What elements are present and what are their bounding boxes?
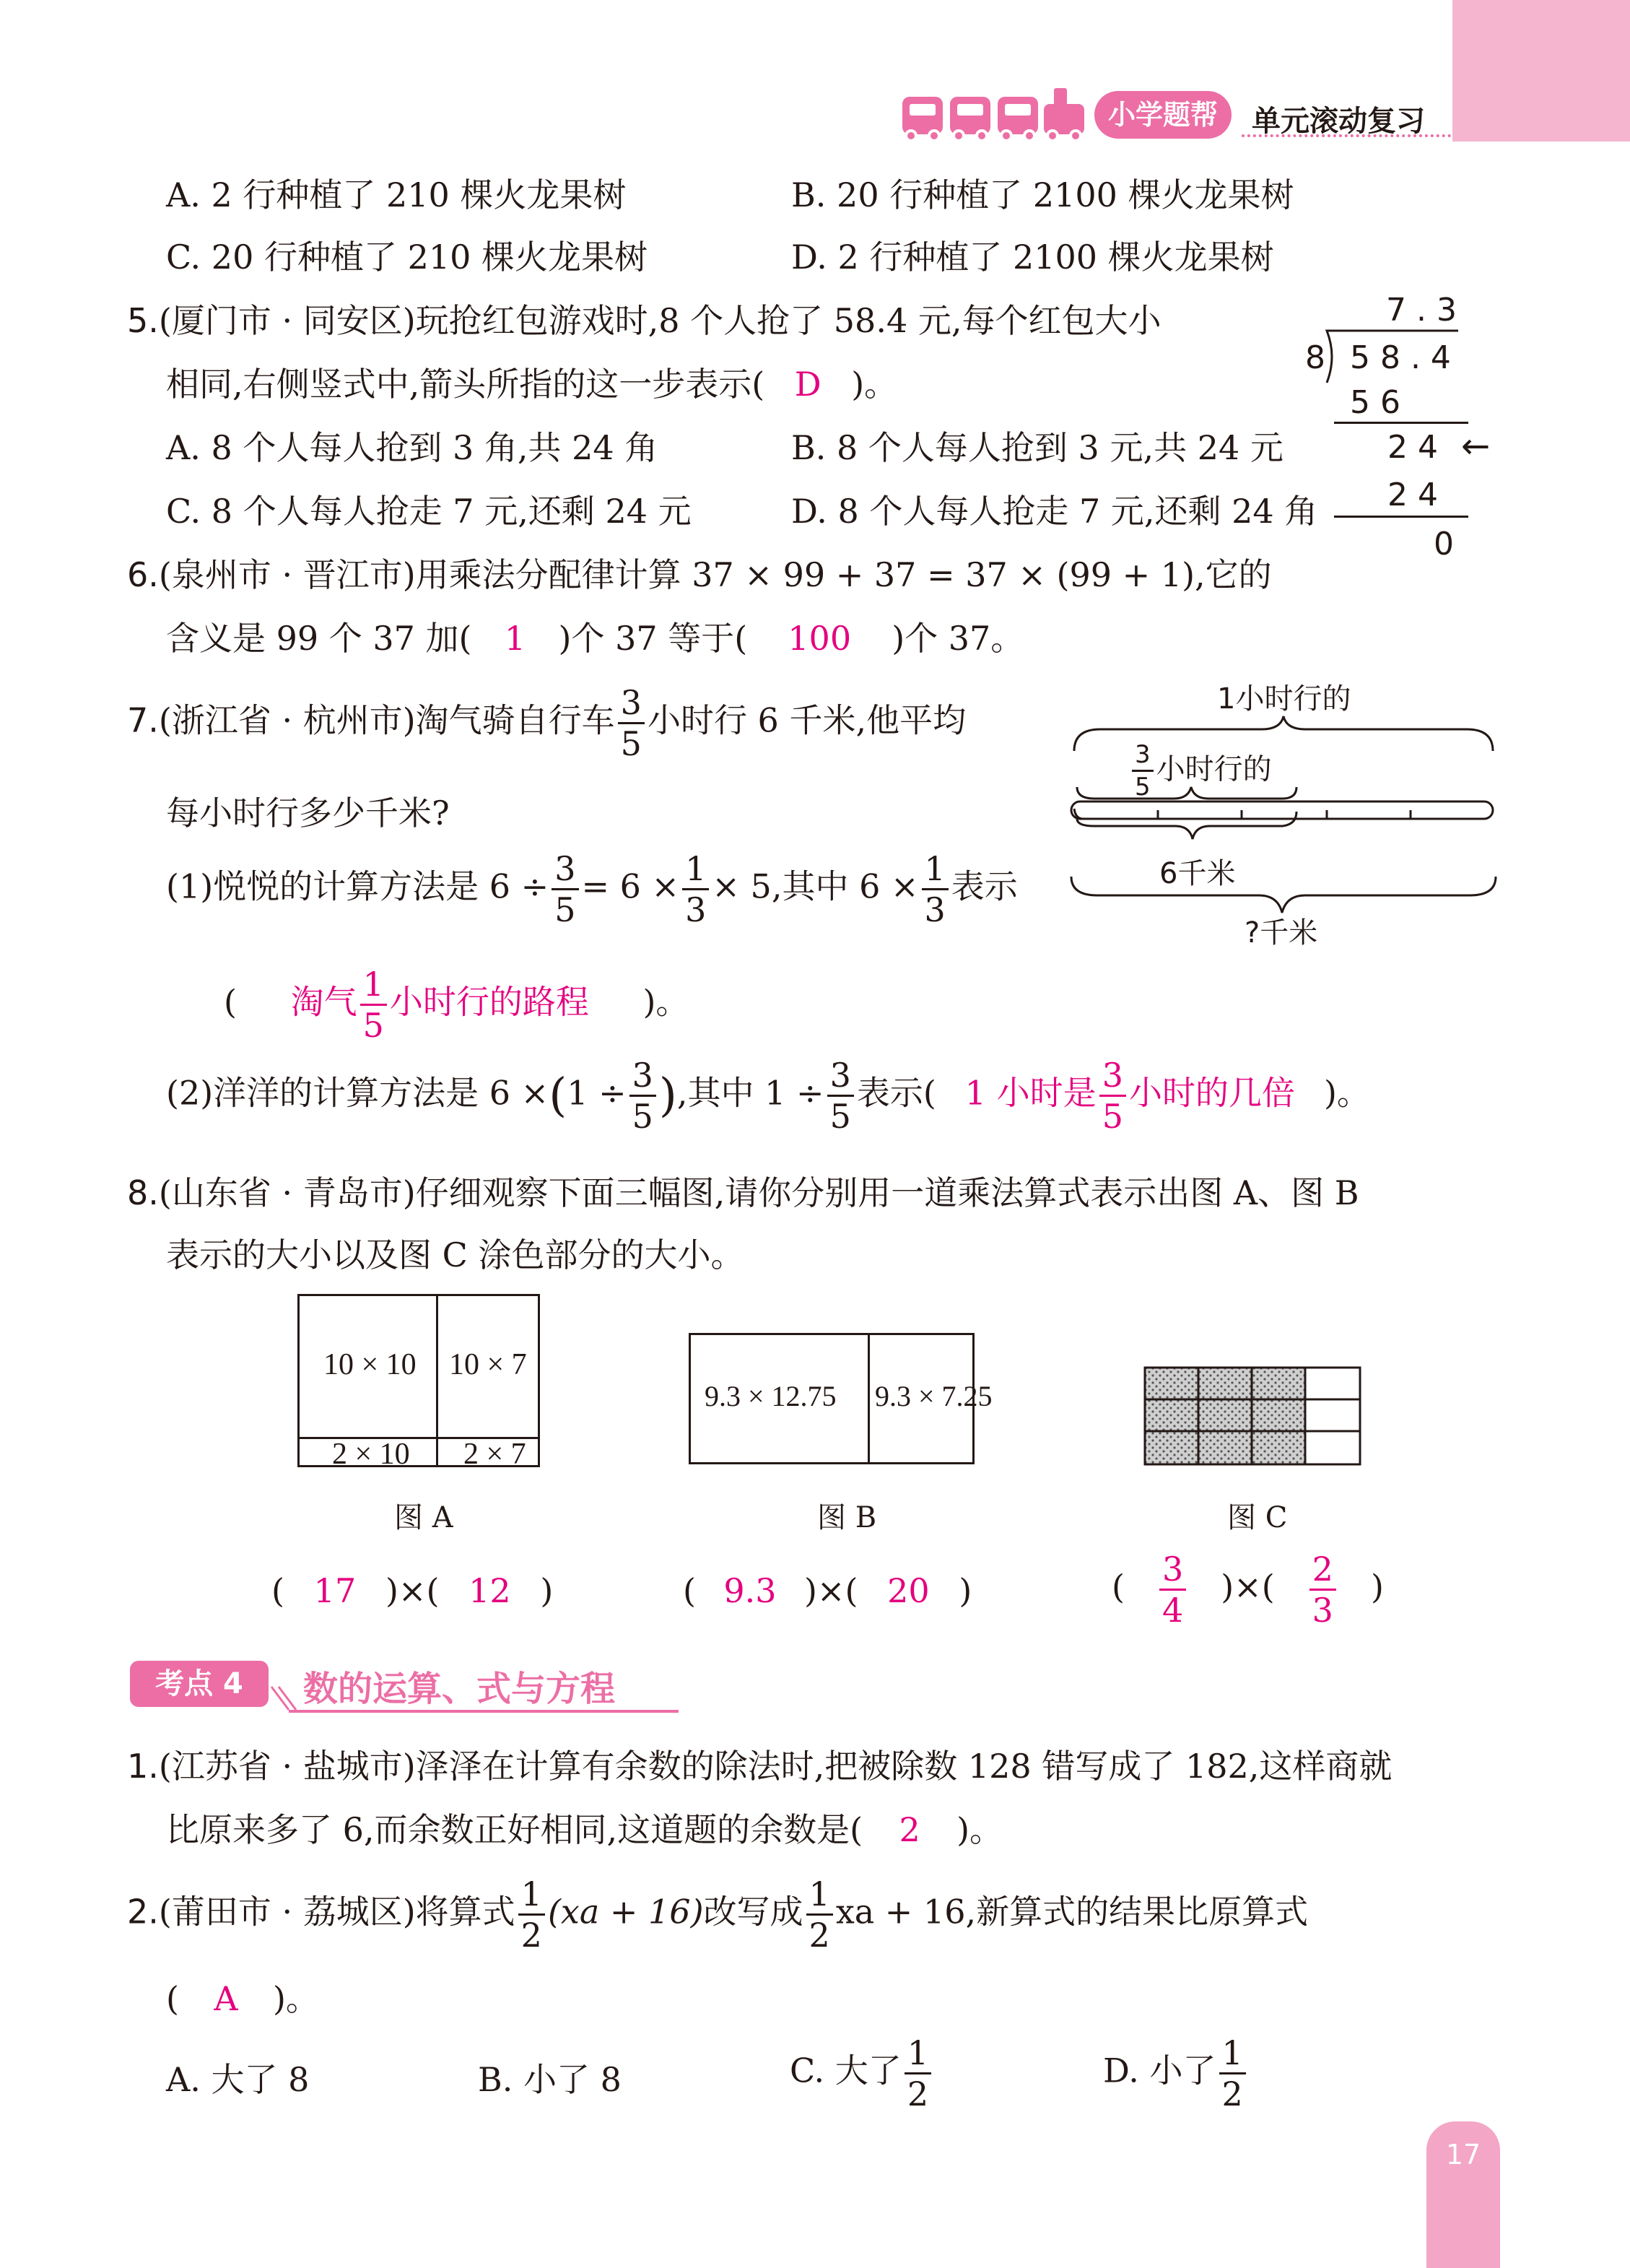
q6-answer2: 100 xyxy=(788,619,852,658)
q7-source: (浙江省 · 杭州市) xyxy=(158,700,416,740)
division-step3: 2 4 xyxy=(1387,477,1438,513)
q7-number: 7. xyxy=(127,700,159,740)
diagram-bottom-label1: 6千米 xyxy=(1159,857,1236,890)
section4-underline xyxy=(289,1710,679,1713)
q6-number: 6. xyxy=(127,555,159,594)
division-rule1 xyxy=(1334,422,1468,424)
q5-text2-end: )。 xyxy=(851,365,898,404)
train-icon xyxy=(899,84,1089,146)
q5-number: 5. xyxy=(127,301,159,340)
figure-b-vline xyxy=(868,1333,870,1464)
q8-answer-c: ( $\frac{3}{4}$ )×( $\frac{2}{3}$ ) xyxy=(1112,1550,1384,1630)
division-step2: 2 4 xyxy=(1387,429,1438,466)
s4q2-line2: ( A )。 xyxy=(166,1979,319,2018)
header-pink-tab xyxy=(1452,0,1630,142)
s4q1-line1: 1.(江苏省 · 盐城市)泽泽在计算有余数的除法时,把被除数 128 错写成了 182,这样商就 xyxy=(127,1747,1393,1786)
figure-b-caption: 图 B xyxy=(817,1501,877,1534)
q7-text1a: 淘气骑自行车 xyxy=(415,700,615,740)
header-dotted-rule xyxy=(1242,134,1451,137)
figure-c-caption: 图 C xyxy=(1227,1501,1288,1534)
s4q2-answer: A xyxy=(214,1979,238,2018)
figure-a-cell3: 2 × 10 xyxy=(332,1438,410,1471)
q5-text2: 相同,右侧竖式中,箭头所指的这一步表示( xyxy=(166,365,765,404)
s4q2-option-d: D. 小了 $\frac{1}{2}$ xyxy=(1103,2036,1249,2111)
q7-text1b: 小时行 6 千米,他平均 xyxy=(647,700,967,740)
diagram-bottom-label2: ?千米 xyxy=(1245,916,1318,950)
q4-option-d: D. 2 行种植了 2100 棵火龙果树 xyxy=(791,238,1274,277)
q5-option-a: A. 8 个人每人抢到 3 角,共 24 角 xyxy=(166,428,658,467)
figure-a-caption: 图 A xyxy=(394,1501,453,1534)
q5-option-c: C. 8 个人每人抢走 7 元,还剩 24 元 xyxy=(166,492,692,531)
q7-line2: 每小时行多少千米? xyxy=(166,794,450,833)
q6-text1: 用乘法分配律计算 37 × 99 + 37 = 37 × (99 + 1),它的 xyxy=(415,555,1272,594)
q6-line2 xyxy=(166,612,1024,660)
q7-line1 xyxy=(127,683,967,763)
q8-source: (山东省 · 青岛市) xyxy=(158,1173,416,1212)
q7-sub2: (2)洋洋的计算方法是 6 ×(1 ÷ $\frac{3}{5}$ ),其中 1 ÷ $\frac{3}{5}$ 表示( 1 小时是 $\frac{3}{5}$ 小时的几倍 )。 xyxy=(166,1056,1370,1136)
section4-title: 数的运算、式与方程 xyxy=(303,1669,616,1709)
q8-answer-b: ( 9.3 )×( 20 ) xyxy=(683,1571,972,1610)
q5-answer: D xyxy=(794,365,821,404)
q8-number: 8. xyxy=(127,1173,159,1212)
figure-a-cell1: 10 × 10 xyxy=(323,1348,417,1381)
header-subtitle: 单元滚动复习 xyxy=(1252,105,1425,138)
q7-sub1: (1)悦悦的计算方法是 6 ÷ $\frac{3}{5}$ = 6 × $\frac{1}{3}$ × 5,其中 6 × $\frac{1}{3}$ 表示 xyxy=(166,849,1018,929)
q4-option-b: B. 20 行种植了 2100 棵火龙果树 xyxy=(791,175,1294,214)
figure-a-vline xyxy=(436,1294,438,1467)
division-remainder: 0 xyxy=(1434,526,1454,562)
q5-text1: 玩抢红包游戏时,8 个人抢了 58.4 元,每个红包大小 xyxy=(415,301,1162,340)
q6-answer1: 1 xyxy=(504,619,526,658)
s4q1-line2: 比原来多了 6,而余数正好相同,这道题的余数是( 2 )。 xyxy=(166,1810,1003,1849)
division-rule2 xyxy=(1334,516,1468,518)
q4-option-c: C. 20 行种植了 210 棵火龙果树 xyxy=(166,238,648,277)
q6-text2b: )个 37 等于( xyxy=(558,619,748,658)
section4-badge: 考点 4 xyxy=(130,1661,269,1707)
s4q2-option-b: B. 小了 8 xyxy=(478,2060,622,2099)
q5-option-b: B. 8 个人每人抢到 3 元,共 24 元 xyxy=(791,428,1283,467)
division-dividend: 5 8 . 4 xyxy=(1350,339,1451,376)
header-badge: 小学题帮 xyxy=(1094,91,1232,139)
q6-text2c: )个 37。 xyxy=(892,619,1024,658)
diagram-segment xyxy=(1065,784,1499,864)
figure-b-cell1: 9.3 × 12.75 xyxy=(705,1380,837,1412)
s4q2-option-c: C. 大了 $\frac{1}{2}$ xyxy=(790,2036,934,2111)
q5-line2 xyxy=(166,358,897,406)
q8-answer-a: ( 17 )×( 12 ) xyxy=(271,1571,554,1610)
diagram-mid-label: $\frac{3}{5}$ 小时行的 xyxy=(1129,742,1272,799)
division-quotient: 7 . 3 xyxy=(1386,292,1457,329)
q8-line2: 表示的大小以及图 C 涂色部分的大小。 xyxy=(166,1235,744,1274)
q5-line1 xyxy=(127,295,1161,342)
q8-text1: 仔细观察下面三幅图,请你分别用一道乘法算式表示出图 A、图 B xyxy=(415,1173,1359,1212)
division-step1: 5 6 xyxy=(1350,384,1400,421)
q6-text2a: 含义是 99 个 37 加( xyxy=(166,619,472,658)
q6-source: (泉州市 · 晋江市) xyxy=(158,555,416,594)
page-number: 17 xyxy=(1445,2139,1481,2171)
q5-source: (厦门市 · 同安区) xyxy=(158,301,416,340)
division-arrow: ← xyxy=(1461,426,1491,466)
section4-slash-icon xyxy=(269,1682,297,1711)
figure-b-cell2: 9.3 × 7.25 xyxy=(875,1380,993,1412)
q6-line1 xyxy=(127,549,1272,596)
q7-sub1-answer: ( 淘气 $\frac{1}{5}$ 小时行的路程 )。 xyxy=(224,965,689,1045)
q8-line1 xyxy=(127,1167,1359,1215)
figure-a-cell4: 2 × 7 xyxy=(463,1438,526,1471)
s4q2-line1: 2.(莆田市 · 荔城区)将算式 $\frac{1}{2}$ (xa + 16)改写成 $\frac{1}{2}$ xa + 16,新算式的结果比原算式 xyxy=(127,1874,1309,1955)
diagram-top-label: 1小时行的 xyxy=(1217,682,1351,716)
division-divisor: 8 xyxy=(1305,339,1325,376)
figure-a-cell2: 10 × 7 xyxy=(449,1348,527,1381)
q7-fraction: $\frac{3}{5}$ xyxy=(618,686,645,760)
s4q2-option-a: A. 大了 8 xyxy=(166,2060,310,2099)
q5-option-d: D. 8 个人每人抢走 7 元,还剩 24 角 xyxy=(791,492,1318,531)
page-number-tab xyxy=(1426,2121,1500,2268)
q4-option-a: A. 2 行种植了 210 棵火龙果树 xyxy=(166,175,627,214)
figure-c xyxy=(1143,1366,1361,1467)
s4q1-answer: 2 xyxy=(899,1810,920,1849)
